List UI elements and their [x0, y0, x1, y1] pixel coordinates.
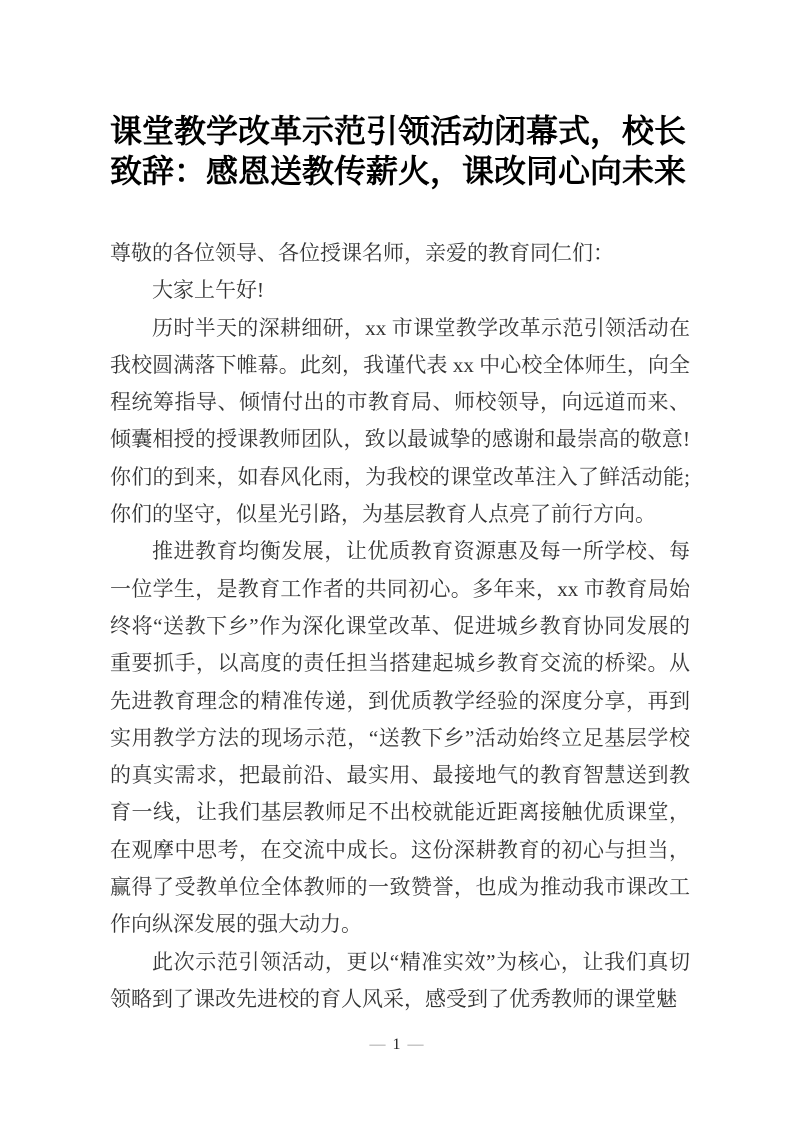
- footer-dash-right: —: [407, 1036, 424, 1053]
- greeting-line: 大家上午好!: [152, 278, 264, 303]
- document-content: [110, 0, 690, 1018]
- paragraph-background: 推进教育均衡发展，让优质教育资源惠及每一所学校、每一位学生，是教育工作者的共同初心。多年来，xx 市教育局始终将“送教下乡”作为深化课堂改革、促进城乡教育协同发展的重要抓手，以高度的责任担当搭建起城乡教育交流的桥梁。从先进教育理念的精准传递，到优质教学经验的深度分享，再到实用教学方法的现场示范，“送教下乡”活动始终立足基层学校的真实需求，把最前沿、最实用、最接地气的教育智慧送到教育一线，让我们基层教师足不出校就能近距离接触优质课堂，在观摩中思考，在交流中成长。这份深耕教育的初心与担当，赢得了受教单位全体教师的一致赞誉，也成为推动我市课改工作向纵深发展的强大动力。: [110, 539, 690, 937]
- page-number: 1: [392, 1036, 401, 1053]
- document-body: [110, 235, 690, 1018]
- footer-dash-left: —: [369, 1036, 386, 1053]
- title-line-2: 致辞：感恩送教传薪火，课改同心向未来: [110, 153, 687, 189]
- paragraph-thanks: 历时半天的深耕细研，xx 市课堂教学改革示范引领活动在我校圆满落下帷幕。此刻，我谨代表 xx 中心校全体师生，向全程统筹指导、倾情付出的市教育局、师校领导，向远道而来、倾囊相授的授课教师团队，致以最诚挚的感谢和最崇高的敬意!你们的到来，如春风化雨，为我校的课堂改革注入了鲜活动能;你们的坚守，似星光引路，为基层教育人点亮了前行方向。: [110, 315, 690, 527]
- paragraph-activity: 此次示范引领活动，更以“精准实效”为核心，让我们真切领略到了课改先进校的育人风采，感受到了优秀教师的课堂魅: [110, 949, 690, 1011]
- title-line-1: 课堂教学改革示范引领活动闭幕式，校长: [110, 113, 687, 149]
- page-footer: [0, 1034, 793, 1056]
- document-title: [110, 111, 690, 191]
- salutation-line: 尊敬的各位领导、各位授课名师，亲爱的教育同仁们：: [110, 241, 614, 265]
